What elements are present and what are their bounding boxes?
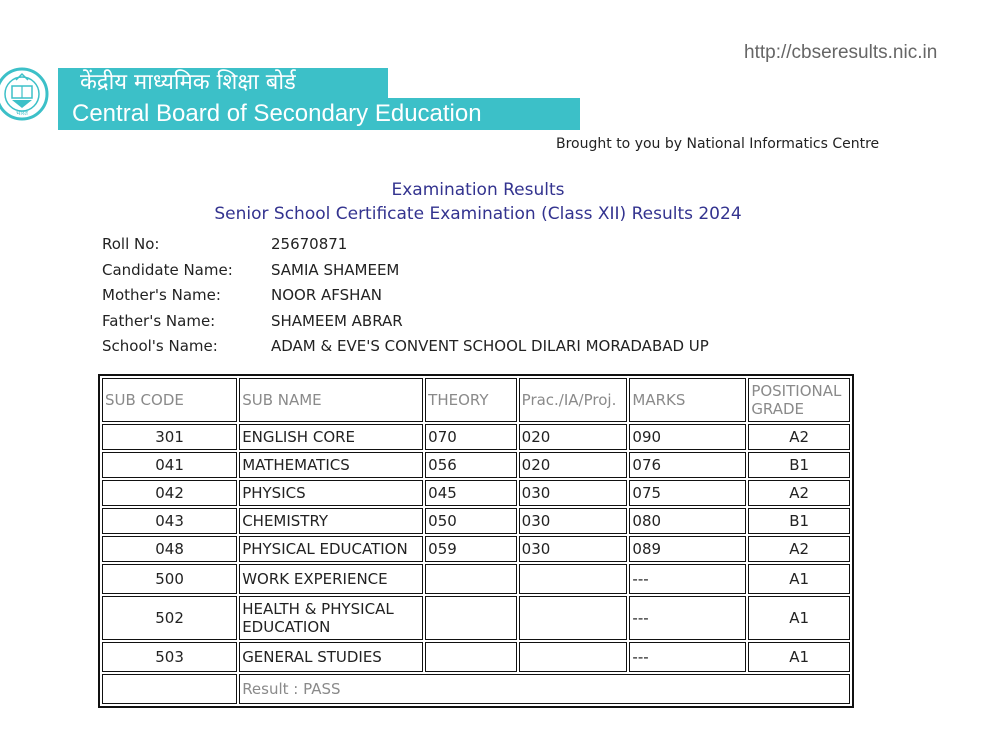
header-marks: MARKS bbox=[629, 378, 746, 422]
cbse-emblem-icon bbox=[0, 42, 52, 128]
header-grade-line2: GRADE bbox=[751, 400, 805, 418]
prac-marks bbox=[519, 642, 628, 672]
school-value: ADAM & EVE'S CONVENT SCHOOL DILARI MORADABAD UP bbox=[271, 337, 709, 355]
sub-code: 042 bbox=[102, 480, 237, 506]
grade: B1 bbox=[748, 508, 850, 534]
sub-code: 043 bbox=[102, 508, 237, 534]
header-sub-code: SUB CODE bbox=[102, 378, 237, 422]
total-marks: 089 bbox=[629, 536, 746, 562]
total-marks: --- bbox=[629, 596, 746, 640]
total-marks: 080 bbox=[629, 508, 746, 534]
table-header-row bbox=[102, 378, 850, 422]
table-row bbox=[102, 564, 850, 594]
prac-marks bbox=[519, 596, 628, 640]
theory-marks bbox=[425, 596, 516, 640]
candidate-info bbox=[102, 232, 709, 360]
table-row bbox=[102, 642, 850, 672]
name-row bbox=[102, 258, 709, 284]
grade: A2 bbox=[748, 480, 850, 506]
result-blank-cell bbox=[102, 674, 237, 704]
prac-marks: 030 bbox=[519, 508, 628, 534]
prac-marks: 030 bbox=[519, 536, 628, 562]
exam-title: Senior School Certificate Examination (Class XII) Results 2024 bbox=[214, 204, 742, 224]
header-sub-name: SUB NAME bbox=[239, 378, 423, 422]
table-row bbox=[102, 424, 850, 450]
page-title: Examination Results bbox=[391, 180, 565, 200]
sub-name: PHYSICAL EDUCATION bbox=[239, 536, 423, 562]
total-marks: --- bbox=[629, 564, 746, 594]
prac-marks: 020 bbox=[519, 452, 628, 478]
grade: A1 bbox=[748, 642, 850, 672]
sub-code: 503 bbox=[102, 642, 237, 672]
father-row bbox=[102, 309, 709, 335]
header-grade bbox=[748, 378, 850, 422]
svg-text:भारत: भारत bbox=[16, 110, 28, 117]
father-label: Father's Name: bbox=[102, 311, 216, 330]
result-row bbox=[102, 674, 850, 704]
table-row bbox=[102, 508, 850, 534]
mother-row bbox=[102, 283, 709, 309]
name-value: SAMIA SHAMEEM bbox=[271, 260, 400, 279]
grade: A1 bbox=[748, 564, 850, 594]
header-grade-line1: POSITIONAL bbox=[751, 382, 842, 400]
sub-code: 041 bbox=[102, 452, 237, 478]
result-label: Result : bbox=[242, 680, 299, 698]
sub-name: MATHEMATICS bbox=[239, 452, 423, 478]
school-row bbox=[102, 334, 709, 360]
header-theory: THEORY bbox=[425, 378, 516, 422]
table-row bbox=[102, 596, 850, 640]
prac-marks: 020 bbox=[519, 424, 628, 450]
prac-marks: 030 bbox=[519, 480, 628, 506]
board-name-english: Central Board of Secondary Education bbox=[58, 98, 580, 130]
sub-name: PHYSICS bbox=[239, 480, 423, 506]
table-row bbox=[102, 452, 850, 478]
father-value: SHAMEEM ABRAR bbox=[271, 311, 403, 330]
theory-marks: 059 bbox=[425, 536, 516, 562]
mother-value: NOOR AFSHAN bbox=[271, 286, 382, 304]
site-url: http://cbseresults.nic.in bbox=[744, 42, 938, 63]
total-marks: --- bbox=[629, 642, 746, 672]
header-prac: Prac./IA/Proj. bbox=[519, 378, 628, 422]
sub-code: 502 bbox=[102, 596, 237, 640]
school-label: School's Name: bbox=[102, 337, 218, 355]
table-row bbox=[102, 536, 850, 562]
marks-table bbox=[98, 374, 854, 708]
mother-label: Mother's Name: bbox=[102, 286, 221, 304]
total-marks: 075 bbox=[629, 480, 746, 506]
grade: A2 bbox=[748, 424, 850, 450]
roll-label: Roll No: bbox=[102, 235, 160, 253]
roll-value: 25670871 bbox=[271, 235, 348, 253]
table-row bbox=[102, 480, 850, 506]
grade: B1 bbox=[748, 452, 850, 478]
total-marks: 076 bbox=[629, 452, 746, 478]
theory-marks: 045 bbox=[425, 480, 516, 506]
sub-code: 500 bbox=[102, 564, 237, 594]
prac-marks bbox=[519, 564, 628, 594]
grade: A2 bbox=[748, 536, 850, 562]
result-cell bbox=[239, 674, 850, 704]
sub-code: 048 bbox=[102, 536, 237, 562]
theory-marks: 056 bbox=[425, 452, 516, 478]
theory-marks bbox=[425, 564, 516, 594]
result-value: PASS bbox=[303, 680, 341, 698]
board-name-hindi: केंद्रीय माध्यमिक शिक्षा बोर्ड bbox=[58, 68, 388, 98]
theory-marks: 050 bbox=[425, 508, 516, 534]
theory-marks: 070 bbox=[425, 424, 516, 450]
grade: A1 bbox=[748, 596, 850, 640]
nic-credit: Brought to you by National Informatics Centre bbox=[556, 136, 880, 152]
theory-marks bbox=[425, 642, 516, 672]
sub-name: GENERAL STUDIES bbox=[239, 642, 423, 672]
sub-name: HEALTH & PHYSICAL EDUCATION bbox=[239, 596, 423, 640]
sub-name: ENGLISH CORE bbox=[239, 424, 423, 450]
total-marks: 090 bbox=[629, 424, 746, 450]
roll-row bbox=[102, 232, 709, 258]
name-label: Candidate Name: bbox=[102, 260, 233, 279]
sub-code: 301 bbox=[102, 424, 237, 450]
sub-name: CHEMISTRY bbox=[239, 508, 423, 534]
sub-name: WORK EXPERIENCE bbox=[239, 564, 423, 594]
